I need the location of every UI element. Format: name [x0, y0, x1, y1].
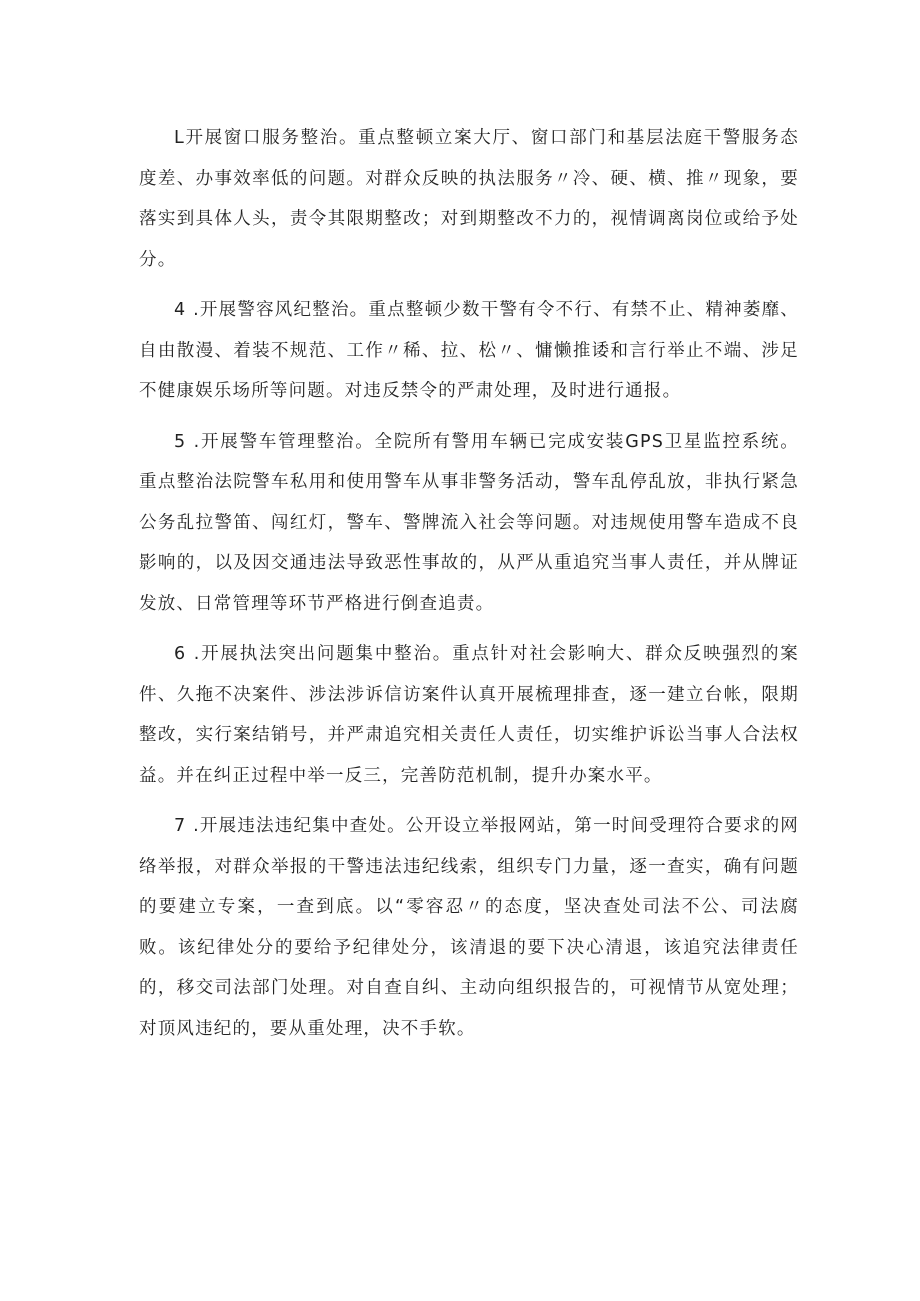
paragraph-violation-investigation: 7 .开展违法违纪集中查处。公开设立举报网站，第一时间受理符合要求的网络举报，对群众举报的干警违法违纪线索，组织专门力量，逐一查实，确有问题的要建立专案，一查到底。以“零容忍〃的态度，坚决查处司法不公、司法腐败。该纪律处分的要给予纪律处分，该清退的要下决心清退，该追究法律责任的，移交司法部门处理。对自查自纠、主动向组织报告的，可视情节从宽处理；对顶风违纪的，要从重处理，决不手软。: [139, 816, 799, 1039]
document-body: [139, 118, 799, 1059]
paragraph-police-discipline: 4 .开展警容风纪整治。重点整顿少数干警有令不行、有禁不止、精神萎靡、自由散漫、着装不规范、工作〃稀、拉、松〃、慵懒推诿和言行举止不端、涉足不健康娱乐场所等问题。对违反禁令的严肃处理，及时进行通报。: [139, 300, 799, 401]
paragraph-window-service: L开展窗口服务整治。重点整顿立案大厅、窗口部门和基层法庭干警服务态度差、办事效率低的问题。对群众反映的执法服务〃冷、硬、横、推〃现象，要落实到具体人头，责令其限期整改；对到期整改不力的，视情调离岗位或给予处分。: [139, 128, 799, 270]
paragraph-law-enforcement: 6 .开展执法突出问题集中整治。重点针对社会影响大、群众反映强烈的案件、久拖不决案件、涉法涉诉信访案件认真开展梳理排查，逐一建立台帐，限期整改，实行案结销号，并严肃追究相关责任人责任，切实维护诉讼当事人合法权益。并在纠正过程中举一反三，完善防范机制，提升办案水平。: [139, 644, 799, 786]
paragraph-police-vehicle: 5 .开展警车管理整治。全院所有警用车辆已完成安装GPS卫星监控系统。重点整治法院警车私用和使用警车从事非警务活动，警车乱停乱放，非执行紧急公务乱拉警笛、闯红灯，警车、警牌流入社会等问题。对违规使用警车造成不良影响的，以及因交通违法导致恶性事故的，从严从重追究当事人责任，并从牌证发放、日常管理等环节严格进行倒查追责。: [139, 431, 799, 614]
